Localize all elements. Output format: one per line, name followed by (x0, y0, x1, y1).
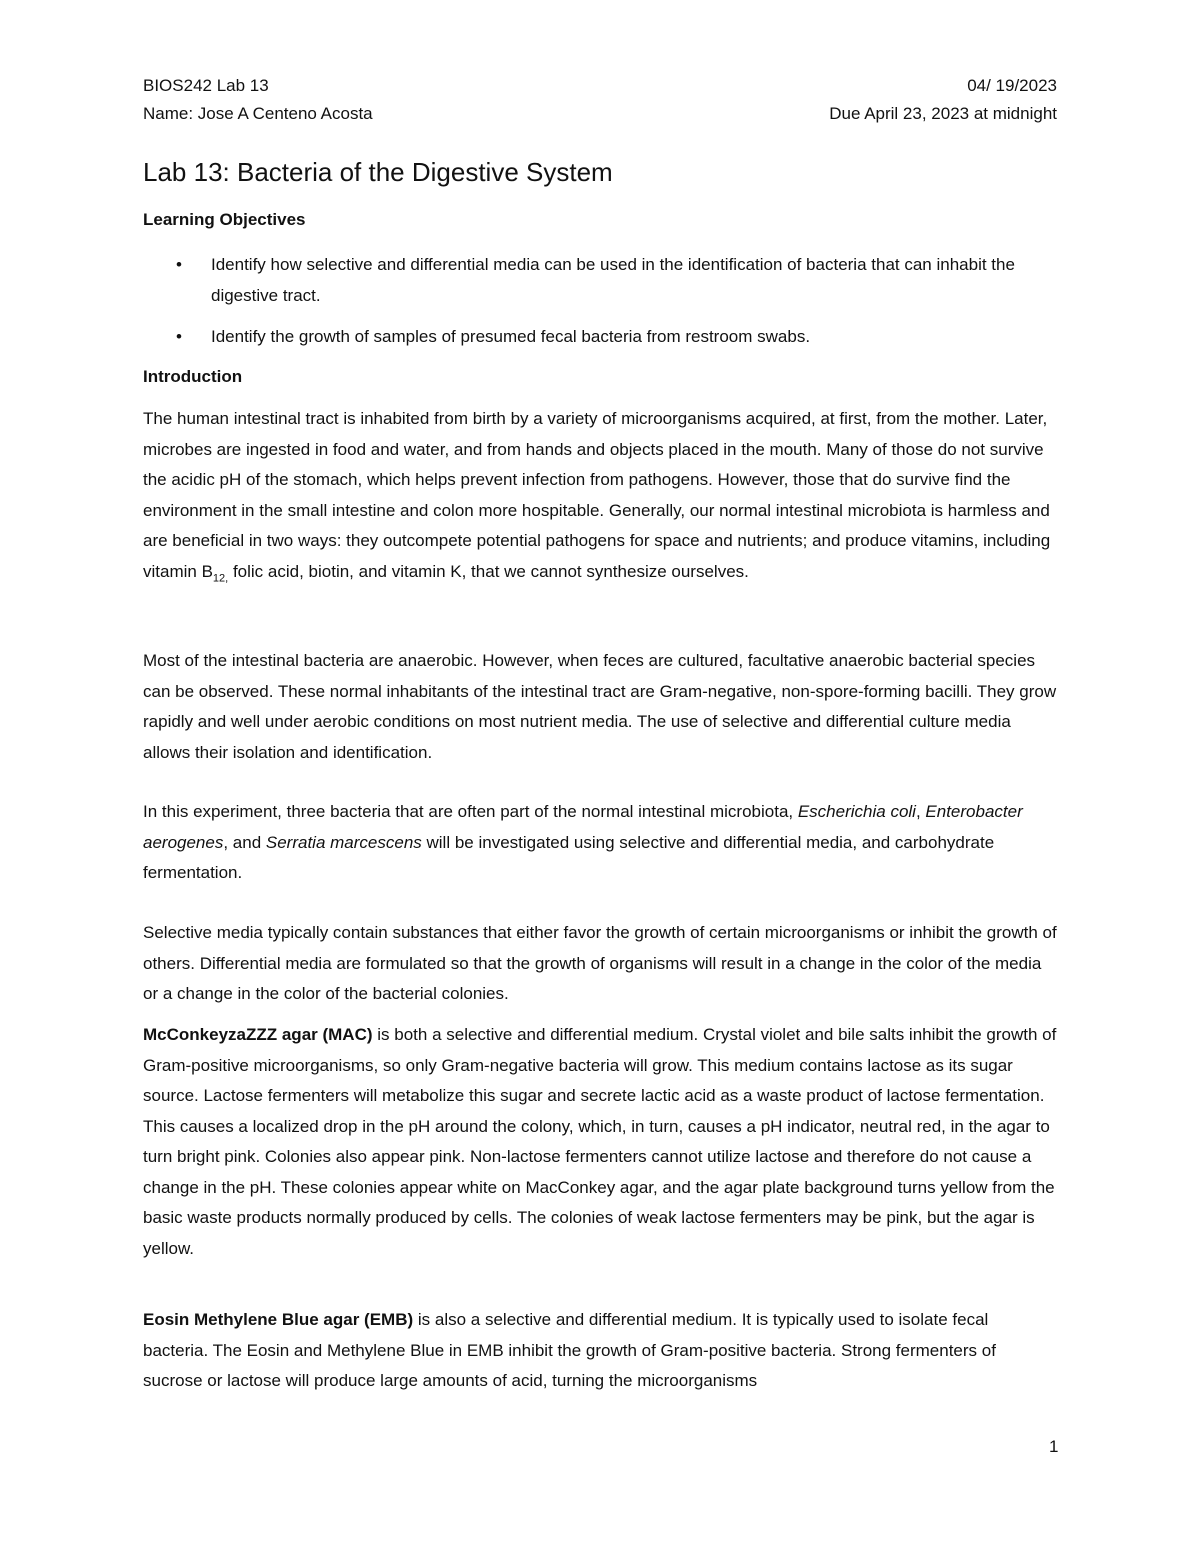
intro-text-a: The human intestinal tract is inhabited from birth by a variety of microorganisms acquired, at first, from the mother. Later, microbes are ingested in food and water, and from hands and objects placed in the mouth. Many of those do not survive the acidic pH of the stomach, which helps prevent infection from pathogens. However, those that do survive find the environment in the small intestine and colon more hospitable. Generally, our normal intestinal microbiota is harmless and are beneficial in two ways: they outcompete potential pathogens for space and nutrients; and produce vitamins, including vitamin B (143, 409, 1051, 581)
emb-paragraph (143, 1305, 1057, 1397)
paragraph-text: , and (223, 832, 266, 852)
header-row-1 (143, 75, 1057, 97)
list-item (143, 250, 1057, 311)
emb-term: Eosin Methylene Blue agar (EMB) (143, 1310, 414, 1329)
paragraph-text: is both a selective and differential medium. Crystal violet and bile salts inhibit the growth of Gram-positive microorganisms, so only Gram-negative bacteria will grow. This medium contains lactose as its sugar source. Lactose fermenters will metabolize this sugar and secrete lactic acid as a waste product of lactose fermentation. This causes a localized drop in the pH around the colony, which, in turn, causes a pH indicator, neutral red, in the agar to turn bright pink. Colonies also appear pink. Non-lactose fermenters cannot utilize lactose and therefore do not cause a change in the pH. These colonies appear white on MacConkey agar, and the agar plate background turns yellow from the basic waste products normally produced by cells. The colonies of weak lactose fermenters may be pink, but the agar is yellow. (143, 1025, 1057, 1258)
page-number: 1 (1049, 1437, 1059, 1456)
paragraph-text: is also a selective and differential medium. It is typically used to isolate fecal bacteria. The Eosin and Methylene Blue in EMB inhibit the growth of Gram-positive bacteria. Strong fermenters of sucrose or lactose will produce large amounts of acid, turning the microorganisms (143, 1310, 996, 1390)
introduction-heading: Introduction (143, 367, 243, 386)
paragraph-text: will be investigated using selective and differential media, and carbohydrate fermentation. (143, 832, 995, 882)
course-label: BIOS242 Lab 13 (143, 76, 269, 95)
species-name: Enterobacter aerogenes (143, 802, 1023, 852)
paragraph-text: In this experiment, three bacteria that are often part of the normal intestinal microbiota, (143, 802, 798, 821)
intro-paragraph-1 (143, 404, 1057, 587)
header-date: 04/ 19/2023 (967, 76, 1057, 95)
paragraph-text: Selective media typically contain substances that either favor the growth of certain microorganisms or inhibit the growth of others. Differential media are formulated so that the growth of organisms will result in a change in the color of the media or a change in the color of the bacterial colonies. (143, 923, 1057, 1003)
objectives-heading: Learning Objectives (143, 210, 306, 229)
page-title: Lab 13: Bacteria of the Digestive System (143, 157, 613, 187)
objectives-list (143, 250, 1057, 364)
intro-paragraph-2 (143, 646, 1057, 768)
paragraph-text: , (915, 802, 926, 821)
intro-text-b: folic acid, biotin, and vitamin K, that we cannot synthesize ourselves. (228, 561, 749, 581)
header-row-2 (143, 103, 1057, 125)
intro-paragraph-4 (143, 918, 1057, 1010)
intro-paragraph-3 (143, 797, 1057, 889)
objective-text: Identify the growth of samples of presumed fecal bacteria from restroom swabs. (211, 327, 811, 346)
student-name: Name: Jose A Centeno Acosta (143, 104, 373, 123)
paragraph-text: Most of the intestinal bacteria are anaerobic. However, when feces are cultured, facultative anaerobic bacterial species can be observed. These normal inhabitants of the intestinal tract are Gram-negative, non-spore-forming bacilli. They grow rapidly and well under aerobic conditions on most nutrient media. The use of selective and differential culture media allows their isolation and identification. (143, 651, 1057, 762)
species-name: Escherichia coli (797, 802, 916, 821)
mac-paragraph (143, 1020, 1057, 1264)
objective-text: Identify how selective and differential media can be used in the identification of bacteria that can inhabit the digestive tract. (211, 255, 1015, 305)
bullet-icon: • (176, 255, 182, 274)
vitamin-subscript: 12, (212, 571, 229, 584)
due-date: Due April 23, 2023 at midnight (829, 104, 1057, 123)
bullet-icon: • (176, 327, 182, 346)
mac-term: McConkeyzaZZZ agar (MAC) (143, 1025, 373, 1044)
list-item (143, 322, 1057, 353)
species-name: Serratia marcescens (265, 832, 422, 852)
